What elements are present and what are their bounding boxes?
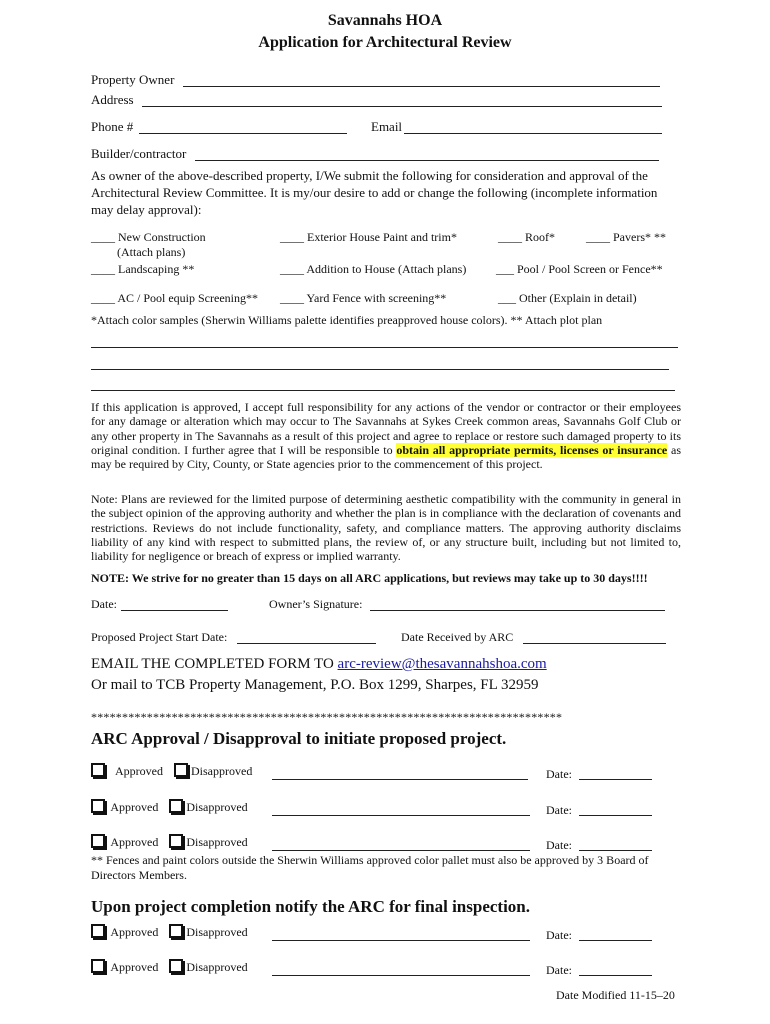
approval-row (91, 763, 252, 779)
disapproved-label: Disapproved (191, 764, 253, 778)
completion-date-field[interactable] (579, 975, 652, 976)
start-date-field[interactable] (237, 643, 376, 644)
approval-row (91, 834, 248, 850)
option-yard-fence[interactable]: ____ Yard Fence with screening** (280, 291, 447, 305)
form-subtitle: Application for Architectural Review (258, 34, 512, 51)
disapproved-checkbox[interactable] (169, 799, 183, 813)
approval-signature-field[interactable] (272, 850, 530, 851)
disapproved-label: Disapproved (186, 835, 248, 849)
email-label: Email (371, 119, 403, 134)
approved-label: Approved (110, 800, 159, 814)
completion-signature-field[interactable] (272, 975, 530, 976)
option-pavers[interactable]: ____ Pavers* ** (586, 230, 666, 244)
option-attach-plans: (Attach plans) (117, 245, 186, 259)
liability-text: If this application is approved, I accept full responsibility for any actions of the vendor or contractor or their employees for any damage or alteration which may occur to The Savannahs at Sykes Creek common areas, Savannahs Golf Club or any other property in The Savannahs as a result of this project and agree to replace or restore such damaged property to its original condition. I further agree that I will be responsible to (91, 400, 681, 457)
option-pool[interactable]: ___ Pool / Pool Screen or Fence** (496, 262, 663, 276)
intro-text: As owner of the above-described property, I/We submit the following for consideration and approval of the Architectural Review Committee. It is my/our desire to add or change the following (incomplete information may delay approval): (91, 168, 658, 217)
approved-label: Approved (115, 764, 163, 778)
option-other[interactable]: ___ Other (Explain in detail) (498, 291, 637, 305)
builder-field[interactable] (195, 160, 659, 161)
date-received-label: Date Received by ARC (401, 630, 514, 644)
approval-signature-field[interactable] (272, 779, 528, 780)
approved-checkbox[interactable] (91, 924, 105, 938)
completion-date-label: Date: (546, 963, 572, 977)
owner-signature-field[interactable] (370, 610, 665, 611)
approval-row (91, 799, 248, 815)
completion-signature-field[interactable] (272, 940, 530, 941)
disapproved-checkbox[interactable] (169, 834, 183, 848)
explain-line[interactable] (91, 390, 675, 391)
liability-paragraph (91, 400, 681, 471)
completion-date-field[interactable] (579, 940, 652, 941)
explain-line[interactable] (91, 347, 678, 348)
completion-heading: Upon project completion notify the ARC for final inspection. (91, 897, 531, 916)
option-ac-pool[interactable]: ____ AC / Pool equip Screening** (91, 291, 258, 305)
approved-checkbox[interactable] (91, 834, 105, 848)
approval-date-field[interactable] (579, 815, 652, 816)
phone-field[interactable] (139, 133, 347, 134)
email-field[interactable] (404, 133, 662, 134)
approved-label: Approved (110, 835, 159, 849)
explain-line[interactable] (91, 369, 669, 370)
disapproved-checkbox[interactable] (169, 959, 183, 973)
approval-date-label: Date: (546, 803, 572, 817)
option-roof[interactable]: ____ Roof* (498, 230, 555, 244)
email-instruction (91, 656, 547, 673)
fence-note: ** Fences and paint colors outside the Sherwin Williams approved color pallet must also be approved by 3 Board of Directors Members. (91, 853, 649, 882)
builder-label: Builder/contractor (91, 146, 187, 161)
form-title: Savannahs HOA (327, 12, 443, 29)
disapproved-label: Disapproved (186, 925, 248, 939)
divider-stars: **************************************************************************** (91, 710, 563, 724)
completion-row (91, 924, 248, 940)
disapproved-checkbox[interactable] (169, 924, 183, 938)
property-owner-label: Property Owner (91, 72, 175, 87)
attach-note: *Attach color samples (Sherwin Williams palette identifies preapproved house colors). ** Attach plot plan (91, 313, 603, 327)
approved-checkbox[interactable] (91, 959, 105, 973)
liability-text-end: as may be required by City, County, or State agencies prior to the commencement of this project. (91, 442, 681, 472)
option-landscaping[interactable]: ____ Landscaping ** (91, 262, 195, 276)
address-field[interactable] (142, 106, 662, 107)
date-field[interactable] (121, 610, 228, 611)
approved-checkbox[interactable] (91, 799, 105, 813)
approved-checkbox[interactable] (91, 763, 105, 777)
start-date-label: Proposed Project Start Date: (91, 630, 228, 644)
disapproved-label: Disapproved (186, 800, 248, 814)
completion-row (91, 959, 248, 975)
approved-label: Approved (110, 925, 159, 939)
approval-date-label: Date: (546, 767, 572, 781)
property-owner-field[interactable] (183, 86, 660, 87)
disapproved-label: Disapproved (186, 960, 248, 974)
approved-label: Approved (110, 960, 159, 974)
review-days-note: NOTE: We strive for no greater than 15 days on all ARC applications, but reviews may take up to 30 days!!!! (91, 571, 648, 585)
liability-highlight: obtain all appropriate permits, licenses or insurance (396, 442, 668, 457)
arc-email-link[interactable]: arc-review@thesavannahshoa.com (337, 656, 547, 672)
date-modified: Date Modified 11-15–20 (556, 988, 675, 1002)
option-exterior-paint[interactable]: ____ Exterior House Paint and trim* (280, 230, 457, 244)
mail-instruction: Or mail to TCB Property Management, P.O. Box 1299, Sharpes, FL 32959 (91, 677, 539, 693)
owner-signature-label: Owner’s Signature: (269, 597, 363, 611)
option-new-construction[interactable]: ____ New Construction (91, 230, 206, 244)
plans-note: Note: Plans are reviewed for the limited purpose of determining aesthetic compatibility with the community in general in the subject opinion of the approving authority and whether the plan is in compliance with the declaration of covenants and restrictions. Reviews do not include functionality, safety, and compliance matters. The approving authority disclaims liability of any kind with respect to submitted plans, the review of, or any structure built, including but not limited to, liability for negligence or breach of express or implied warranty. (91, 492, 681, 564)
approval-date-field[interactable] (579, 850, 652, 851)
disapproved-checkbox[interactable] (174, 763, 188, 777)
approval-heading: ARC Approval / Disapproval to initiate proposed project. (91, 729, 507, 748)
date-received-field[interactable] (523, 643, 666, 644)
date-label: Date: (91, 597, 117, 611)
email-prefix: EMAIL THE COMPLETED FORM TO (91, 656, 338, 672)
approval-date-label: Date: (546, 838, 572, 852)
phone-label: Phone # (91, 119, 134, 134)
approval-signature-field[interactable] (272, 815, 530, 816)
approval-date-field[interactable] (579, 779, 652, 780)
option-addition[interactable]: ____ Addition to House (Attach plans) (280, 262, 467, 276)
address-label: Address (91, 92, 134, 107)
completion-date-label: Date: (546, 928, 572, 942)
